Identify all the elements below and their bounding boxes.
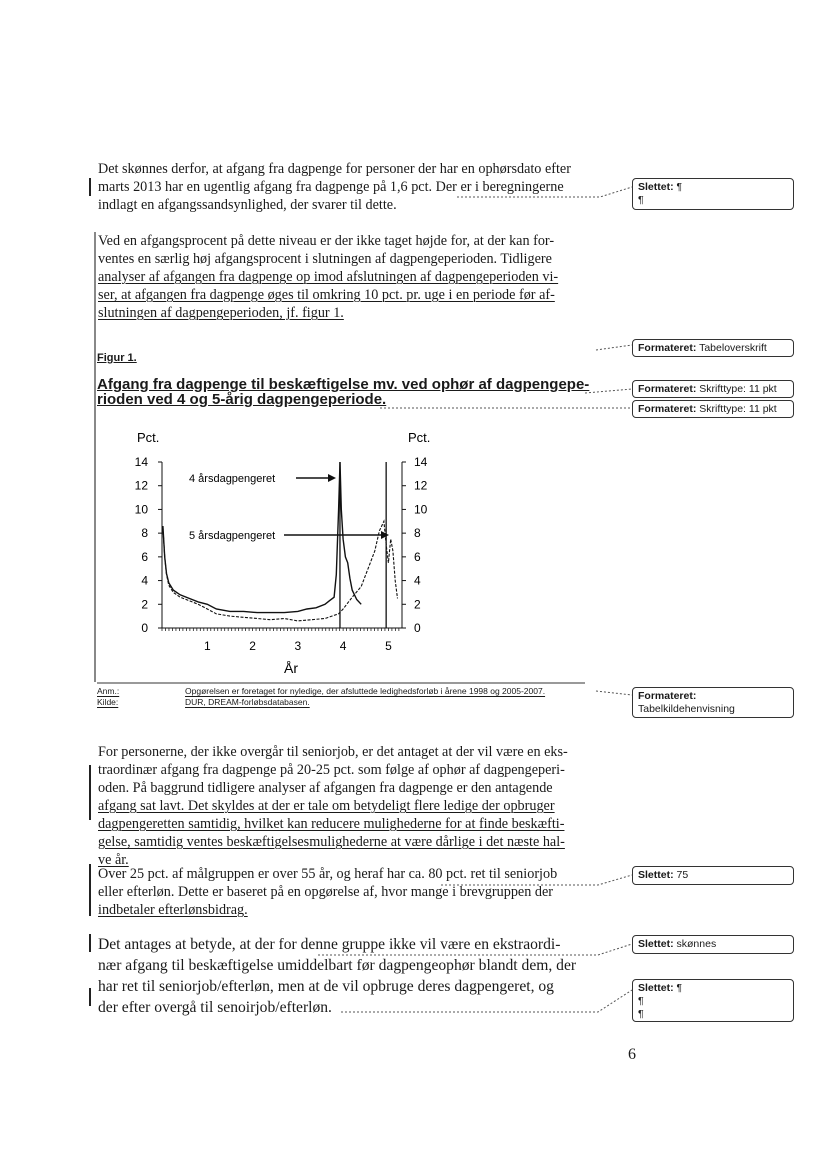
paragraph-5 [98,934,588,1018]
comment-balloon[interactable] [632,979,794,1022]
text-line: der efter overgå til senoirjob/efterløn. [98,999,332,1016]
balloon-text: Skrifttype: 11 pkt [699,383,777,395]
figure-title-line: rioden ved 4 og 5-årig dagpengeperiode. [97,391,387,408]
text-line: eller efterløn. Dette er baseret på en opgørelse af, hvor mange i brevgruppen der [98,884,553,900]
paragraph-3 [98,743,588,869]
figure-title-line: Afgang fra dagpenge til beskæftigelse mv. ved ophør af dagpengepe- [97,376,590,393]
y-tick-label-left: 10 [134,502,148,517]
annotation-5-year: 5 årsdagpengeret [189,530,276,542]
figure-label: Figur 1. [97,352,137,364]
text-line-inserted: indbetaler efterlønsbidrag. [98,902,248,918]
balloon-text: 75 [676,869,689,881]
text-line: marts 2013 har en ugentlig afgang fra dagpenge på 1,6 pct. Der er i beregningerne [98,179,564,195]
page-number: 6 [628,1046,636,1063]
text-line: traordinær afgang fra dagpenge på 20-25 pct. som følge af ophør af dagpengeperi- [98,762,565,778]
balloon-text: ¶ [638,1008,644,1020]
comment-balloon[interactable] [632,339,794,357]
source-text: DUR, DREAM-forløbsdatabasen. [185,697,310,707]
note-text: Opgørelsen er foretaget for nyledige, der afsluttede ledighedsforløb i årene 1998 og 2005-2007. [185,686,546,696]
y-tick-label-right: 2 [414,597,421,612]
y-tick-label-right: 0 [414,621,421,635]
balloon-text: Tabeloverskrift [699,342,767,354]
y-tick-label-left: 6 [141,549,148,564]
text-line: nær afgang til beskæftigelse umiddelbart før dagpengeophør blandt dem, der [98,957,577,974]
balloon-text: skønnes [676,938,717,950]
text-line-inserted: dagpengeretten samtidig, hvilket kan reducere mulighederne for at finde beskæfti- [98,816,565,832]
y-axis-label-right: Pct. [408,430,431,445]
balloon-heading: Slettet: [638,869,674,881]
y-tick-label-left: 0 [141,621,148,635]
figure-notes [97,686,597,712]
balloon-heading: Formateret: [638,690,697,702]
y-tick-label-left: 8 [141,526,148,541]
text-line: har ret til seniorjob/efterløn, men at de vil opbruge deres dagpengeret, og [98,978,554,995]
balloon-heading: Formateret: [638,342,697,354]
x-tick-label: 1 [203,639,211,653]
balloon-text: Tabelkildehenvisning [638,703,735,715]
comment-balloon[interactable] [632,380,794,398]
y-axis-label-left: Pct. [137,430,160,445]
source-label: Kilde: [97,697,119,707]
text-line-inserted: ve år. [98,852,129,868]
x-tick-label: 4 [339,639,347,653]
y-tick-label-left: 2 [141,597,148,612]
text-line-inserted: afgang sat lavt. Det skyldes at der er tale om betydeligt flere ledige der opbruger [98,798,555,814]
text-line: indlagt en afgangssandsynlighed, der svarer til dette. [98,197,397,213]
balloon-heading: Slettet: [638,938,674,950]
chart-axes [135,455,428,653]
x-tick-label: 3 [294,639,302,653]
y-tick-label-right: 12 [414,478,428,493]
balloon-heading: Formateret: [638,383,697,395]
x-tick-label: 2 [249,639,256,653]
comment-balloon[interactable] [632,178,794,210]
annotation-4-year: 4 årsdagpengeret [189,473,276,485]
comment-balloon[interactable] [632,687,794,718]
comment-balloon[interactable] [632,400,794,418]
text-line: ventes en særlig høj afgangsprocent i slutningen af dagpengeperioden. Tidligere [98,251,552,267]
text-line-inserted: gelse, samtidig ventes beskæftigelsesmulighederne at være dårlige i det næste hal- [98,834,565,850]
comment-balloon[interactable] [632,866,794,885]
balloon-heading: Slettet: [638,181,674,193]
x-axis-label: År [284,660,298,676]
balloon-heading: Slettet: [638,982,674,994]
y-tick-label-left: 4 [141,573,148,588]
text-line: Det skønnes derfor, at afgang fra dagpenge for personer der har en ophørsdato efter [98,161,571,177]
y-tick-label-left: 12 [134,478,148,493]
balloon-text: Skrifttype: 11 pkt [699,403,777,415]
paragraph-4 [98,865,588,919]
text-line: Det antages at betyde, at der for denne gruppe ikke vil være en ekstraordi- [98,936,561,953]
text-line: For personerne, der ikke overgår til seniorjob, er det antaget at der vil være en eks- [98,744,568,760]
y-tick-label-right: 6 [414,549,421,564]
text-line: Over 25 pct. af målgruppen er over 55 år, og heraf har ca. 80 pct. ret til seniorjob [98,866,558,882]
text-line: Ved en afgangsprocent på dette niveau er der ikke taget højde for, at der kan for- [98,233,555,249]
balloon-text: ¶ [638,194,644,206]
y-tick-label-left: 14 [134,455,148,469]
y-tick-label-right: 14 [414,455,428,469]
balloon-text: ¶ [676,982,683,994]
text-line-inserted: analyser af afgangen fra dagpenge op imod afslutningen af dagpengeperioden vi- [98,269,559,285]
note-label: Anm.: [97,686,120,696]
text-line-inserted: ser, at afgangen fra dagpenge øges til omkring 10 pct. pr. uge i en periode før af- [98,287,555,303]
y-tick-label-right: 8 [414,526,421,541]
y-tick-label-right: 4 [414,573,421,588]
y-tick-label-right: 10 [414,502,428,517]
balloon-text: ¶ [676,181,683,193]
balloon-heading: Formateret: [638,403,697,415]
comment-balloon[interactable] [632,935,794,954]
balloon-text: ¶ [638,995,644,1007]
chart-annotations [189,473,389,542]
x-tick-label: 5 [385,639,392,653]
annotation-arrowhead [328,474,336,482]
text-line: oden. På baggrund tidligere analyser af afgangen fra dagpenge er den antagende [98,780,553,796]
text-line-inserted: slutningen af dagpengeperioden, jf. figur 1. [98,305,344,321]
